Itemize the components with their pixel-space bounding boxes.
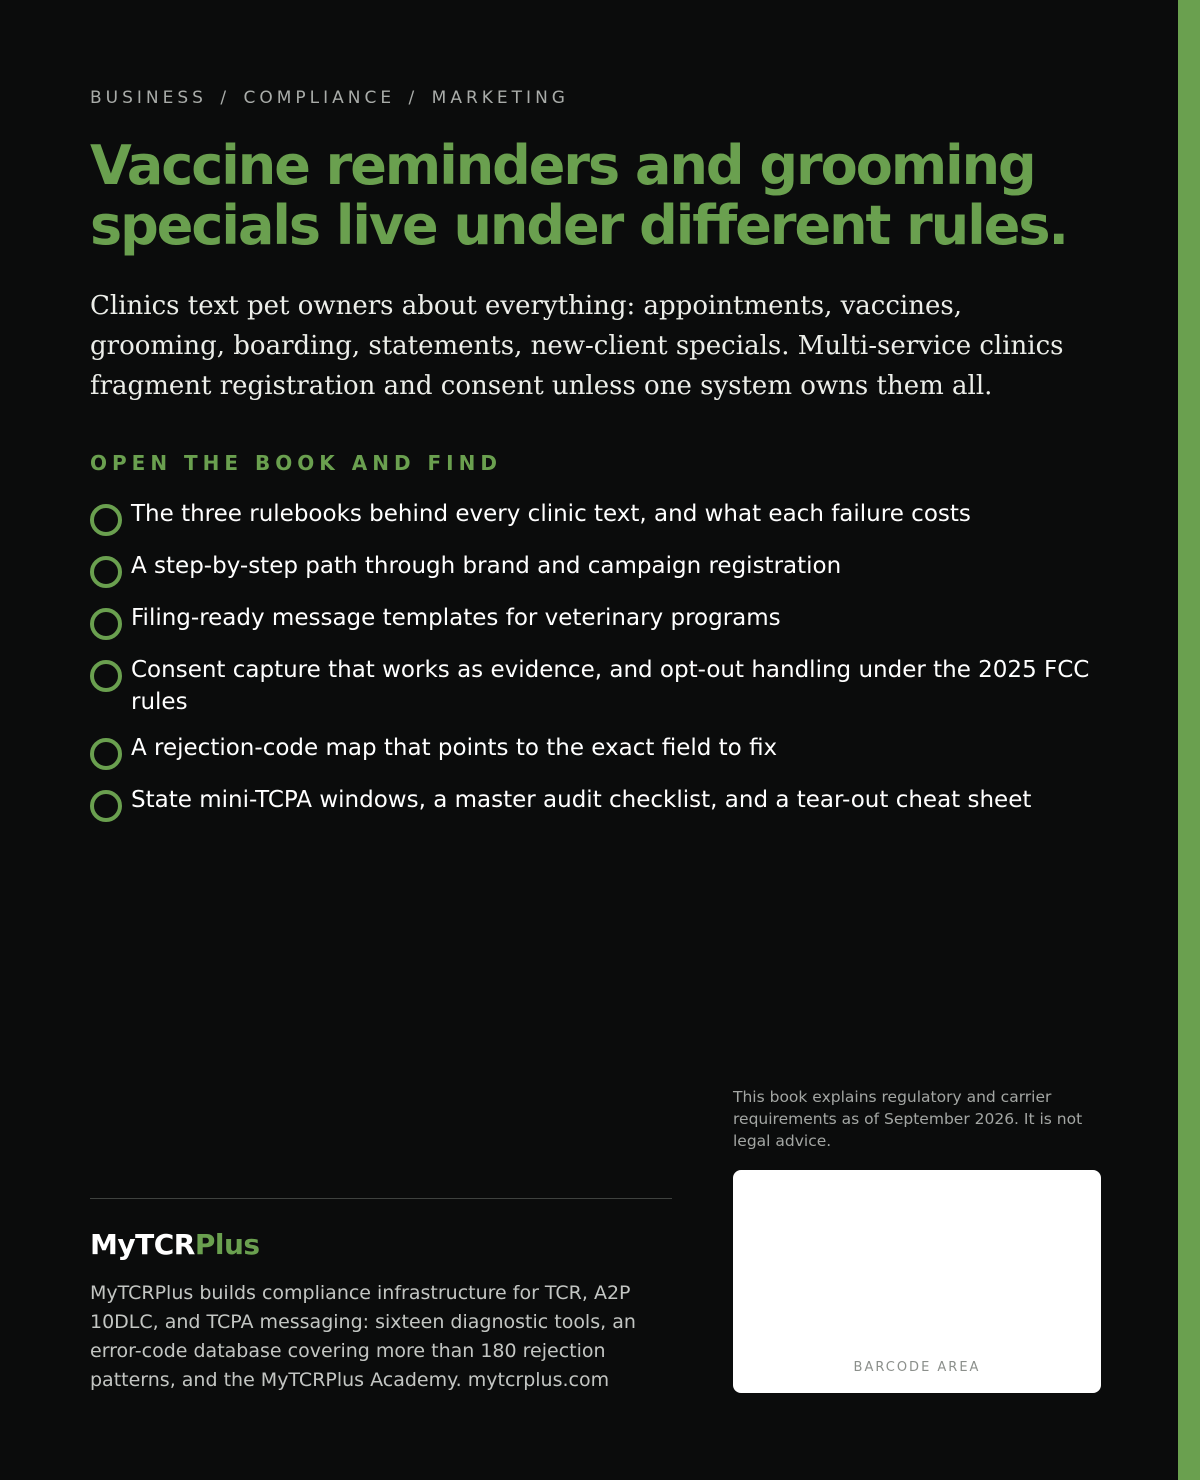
headline-line-1: Vaccine reminders and grooming bbox=[90, 134, 1035, 197]
feature-list bbox=[90, 498, 1110, 836]
list-item bbox=[90, 784, 1110, 822]
circle-bullet-icon bbox=[90, 790, 122, 822]
feature-text: A rejection-code map that points to the exact field to fix bbox=[131, 735, 778, 761]
breadcrumb-separator: / bbox=[408, 88, 419, 108]
headline bbox=[90, 136, 1090, 256]
legal-disclaimer: This book explains regulatory and carrier requirements as of September 2026. It is not legal advice. bbox=[733, 1088, 1083, 1150]
list-item bbox=[90, 732, 1110, 770]
feature-text: Consent capture that works as evidence, and opt-out handling under the 2025 FCC rules bbox=[131, 657, 1090, 715]
brand-name-part-2: Plus bbox=[194, 1228, 260, 1261]
barcode-label: BARCODE AREA bbox=[853, 1360, 981, 1375]
divider bbox=[90, 1198, 672, 1199]
feature-text: State mini-TCPA windows, a master audit checklist, and a tear-out cheat sheet bbox=[131, 787, 1032, 813]
feature-text: Filing-ready message templates for veterinary programs bbox=[131, 605, 781, 631]
breadcrumb-item-compliance: COMPLIANCE bbox=[243, 88, 396, 108]
spine-stripe bbox=[1178, 0, 1200, 1480]
brand-description: MyTCRPlus builds compliance infrastructure for TCR, A2P 10DLC, and TCPA messaging: sixteen diagnostic tools, an error-code database covering more than 180 rejection patterns, and the MyTCRPlus Academy. mytcrplus.com bbox=[90, 1282, 636, 1391]
breadcrumb-separator: / bbox=[220, 88, 231, 108]
barcode-area bbox=[733, 1170, 1101, 1393]
intro-paragraph: Clinics text pet owners about everything: appointments, vaccines, grooming, boarding, statements, new-client specials. Multi-service clinics fragment registration and consent unless one system owns them all. bbox=[90, 291, 1064, 401]
breadcrumb-item-business: BUSINESS bbox=[90, 88, 207, 108]
circle-bullet-icon bbox=[90, 608, 122, 640]
list-item bbox=[90, 550, 1110, 588]
brand-name-part-1: MyTCR bbox=[90, 1228, 195, 1261]
circle-bullet-icon bbox=[90, 504, 122, 536]
brand-logo bbox=[90, 1228, 260, 1261]
list-item bbox=[90, 602, 1110, 640]
headline-line-2: specials live under different rules. bbox=[90, 194, 1068, 257]
list-item bbox=[90, 498, 1110, 536]
circle-bullet-icon bbox=[90, 556, 122, 588]
list-item bbox=[90, 654, 1110, 718]
section-label: OPEN THE BOOK AND FIND bbox=[90, 451, 502, 475]
circle-bullet-icon bbox=[90, 660, 122, 692]
circle-bullet-icon bbox=[90, 738, 122, 770]
breadcrumb bbox=[90, 88, 569, 108]
breadcrumb-item-marketing: MARKETING bbox=[431, 88, 569, 108]
feature-text: The three rulebooks behind every clinic text, and what each failure costs bbox=[131, 501, 971, 527]
feature-text: A step-by-step path through brand and campaign registration bbox=[131, 553, 842, 579]
